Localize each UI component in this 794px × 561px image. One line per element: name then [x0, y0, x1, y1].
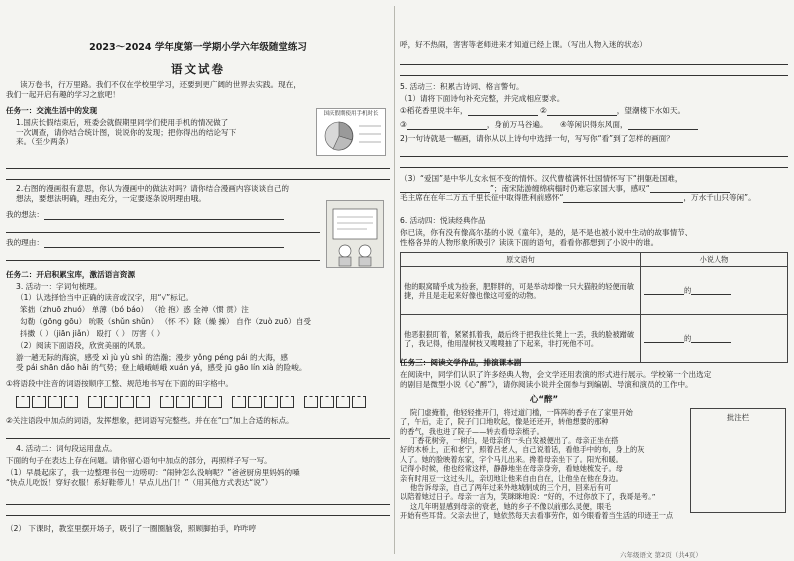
act3-q3: （3）“爱国”是中华儿女永恒不变的情怀。汉代曹植满怀壮国情怀写下“捐躯赴国难， ”；南宋陆游缠绵病榻时仍难忘家国大事，感叹“ 毛主席在在年二万五千里长征中取得胜利前感怀“ ，万水千山只等闲”。: [400, 174, 756, 203]
grid-cell[interactable]: [120, 396, 134, 408]
my-reason-input[interactable]: [44, 239, 284, 248]
blank-row: [400, 146, 788, 168]
quote-cell: 他的眼窝睛乎成为捡套，肥胖胖的，可是举动却像一只大猫般的轻便而敏捷，并且是走起来好像也像这可爱的动物。: [401, 267, 641, 315]
act4-intro: 你已读，你有没有像高尔基的小说《童年》，是的，是不是也被小说中生动的故事情节、 性格各异的人物形象所吸引？读读下面的语句，看看你都想到了小说中的谁。: [400, 228, 693, 247]
answer-line[interactable]: [6, 505, 390, 516]
page-footer: 六年级语文 第2页（共4页）: [620, 550, 702, 559]
exam-subtitle: 语文试卷: [171, 62, 225, 76]
act4-heading: 6. 活动四：悦读经典作品: [400, 216, 486, 225]
column-divider: [394, 6, 395, 554]
blank-row: [6, 222, 320, 233]
answer-line[interactable]: [6, 250, 320, 261]
table-row: [401, 267, 788, 315]
act2-q2: （2） 下课时，教室里摆开场子，吸引了一圈圈脑袋，照顾脚拍手，咋咋哼: [6, 524, 257, 533]
grid-cell[interactable]: [88, 396, 102, 408]
words-row-2: 勾勒（gōng gōu） 吮吸（shǔn shǔn） （怀 不）除（燥 操） 自作（zuò zuō）自受: [20, 317, 312, 326]
intro-paragraph: 读万卷书，行万里路。我们不仅在学校里学习，还要到更广阔的世界去实践。现在， 我们一起开启有趣的学习之旅吧！: [6, 80, 301, 99]
grid-cell[interactable]: [336, 396, 350, 408]
poem-blank[interactable]: [547, 107, 617, 116]
cartoon-image-icon: [327, 201, 383, 267]
words-row-3: 抖擞（ ）（jiān jiǎn） 殴打（ ） 厉害（ ）: [20, 329, 165, 338]
cartoon-illustration: [326, 200, 384, 268]
answer-line[interactable]: [6, 494, 390, 505]
grid-cell[interactable]: [48, 396, 62, 408]
grid-cell[interactable]: [264, 396, 278, 408]
my-reason-row: 我的理由：: [6, 238, 320, 248]
grid-cell[interactable]: [232, 396, 246, 408]
words-row-1: 笨拙（zhuō zhuó） 单薄（bó báo） （抢 抱）惑 全神（惯 贯）注: [20, 305, 249, 314]
act1-q1: （1）认选择恰当中正确的读音或汉字，用“√”标记。: [16, 293, 194, 302]
table-row: [401, 315, 788, 363]
exam-title: 2023～2024 学年度第一学期小学六年级随堂练习: [89, 42, 307, 53]
carryover-line: 呼，好不热闹，害害等老师进来才知道已经上课。（写出人物入迷的状态）: [400, 40, 647, 49]
task3-heading: 任务三：阅读文学作品，排演课本剧: [400, 358, 522, 367]
table-header-quote: 原文语句: [401, 253, 641, 267]
poem-blank[interactable]: [563, 194, 683, 203]
novel-character-table: [400, 252, 788, 363]
blank-row: [6, 250, 320, 261]
left-column: [6, 0, 390, 561]
answer-line[interactable]: [400, 54, 788, 65]
grid-cell[interactable]: [192, 396, 206, 408]
act3-q1: （1）请将下面诗句补充完整，并完成相应要求。: [400, 94, 565, 103]
blank-row: [6, 428, 390, 439]
q-order-instruction: ①将语段中注音的词语按顺序工整、规范地书写在下面的田字格中。: [6, 379, 234, 388]
story-title: 心“醉”: [529, 395, 559, 405]
poem-blank[interactable]: [628, 121, 698, 130]
my-idea-input[interactable]: [44, 211, 284, 220]
q-marks-instruction: ②关注语段中加点的词语，发挥想象，把词语写完整些。并在在“□”加上合适的标点。: [6, 416, 294, 425]
my-idea-row: 我的想法：: [6, 210, 320, 220]
act2-q1: （1）早晨起床了，我一边整理书包一边唠叨：“闹钟怎么没响呢？”爸爸厨房里妈妈的嗓 “快点儿吃饭！穿好衣服！系好鞋带儿！早点儿出门！”（用其他方式表达“说”）: [6, 468, 300, 487]
grid-cell[interactable]: [136, 396, 150, 408]
task3-intro: 在阅读中，同学们认识了许多经典人物，会文学还用表演的形式进行展示。学校第一个出选定 的剧目是微型小说《心“醉”》，请你阅读小说并全面参与到编剧、导演和演员的工作中。: [400, 370, 712, 389]
poem-blank[interactable]: [468, 107, 538, 116]
grid-cell[interactable]: [304, 396, 318, 408]
answer-line[interactable]: [6, 222, 320, 233]
answer-line[interactable]: [6, 428, 390, 439]
answer-line[interactable]: [400, 157, 788, 168]
poem-row-2: ③ ，身前万马谷遍。 ④等闲识得东风面，: [400, 120, 788, 130]
act1-q2: （2）阅读下面语段，欣赏美丽的风景。: [16, 341, 150, 350]
quote-cell: 他恶狠狠盯着，紧紧抓着我，最后终于把我往长凳上一丢，我的脸被蹭破了，我记得，他用湿树枝又嗖嗖抽了下起来，非打死他不可。: [401, 315, 641, 363]
story-text: 院门虚掩着，他轻轻推开门，将过道门槛，一阵阵的香子在了家里开始 了，午后，走了，院子门口地吹起，像是还还开，转他想要的那种 的香气，我也进了院子——转去看母亲梳子。 丁香花树旁，一树白，是母亲的一头白发被便出了。母亲正坐在搭 好的木桥上，正和老宁，照着吕老人，自己说着话，看他手中的布，身上的灰 人了。她的脸映着东家，字个马儿出来。搀着母亲坐下了。阳光和暖。 记得小时候，他也经常这样，静静地坐在母亲身旁，看她她梳发子。母 亲有时用豆一这过头儿，亲切地让他来自由自在，让他坐在他在身边。 他告诉母亲，自己了两年过来外地城制成的三个月，回来后有可 以陪着她过日子。母亲一言为，笑眯眯地说：“好的，不过你放下了，我哥是考。” 这几年明显感到母亲的衰老，她的乡子不像以前那么灵便，眼毛 开始有些耳背。父亲去世了，她依然每天去看事劳作，如今眼看着当生活的印迹王一点: [400, 408, 674, 520]
answer-line[interactable]: [400, 65, 788, 76]
answer-line[interactable]: [400, 146, 788, 157]
act3-heading: 5. 活动三：积累古诗词、格言警句。: [400, 82, 524, 91]
act2-heading: 4. 活动二：词句段运用盘点。: [16, 444, 117, 453]
blank-row: [400, 54, 788, 76]
grid-cell[interactable]: [320, 396, 334, 408]
grid-cell[interactable]: [104, 396, 118, 408]
task1-q1: 1.国庆长假结束后，班委会就假期里同学们使用手机的情况做了 一次调查，请你结合统计图，说说你的发现；把你得出的结论写下 来。（至少两条）: [16, 118, 237, 147]
act1-heading: 3. 活动一：字词句梳理。: [16, 282, 102, 291]
grid-cell[interactable]: [280, 396, 294, 408]
poem-row-1: ①稻花香里说丰年， ② ，望潮楼下水如天。: [400, 106, 686, 115]
pinyin-passage: 游一趟无际的海滨，感受 xì jù yù shì 的浩瀚；漫步 yǒng péng pái 的大海，感 受 pái shān dǎo hǎi 的气势；登上峨峨嵯峨 xuán yá，感受 jū gāo lín xià 的险峻。: [16, 353, 307, 372]
person-cell[interactable]: 的: [640, 315, 787, 363]
phone-usage-pie-chart: 国庆假期使用手机时长: [316, 108, 386, 156]
act2-intro: 下面的句子在表达上存在问题。请你留心语句中加点的部分，再照样子写一写。: [6, 456, 272, 465]
table-header-person: 小说人物: [640, 253, 787, 267]
grid-cell[interactable]: [248, 396, 262, 408]
answer-line[interactable]: [6, 169, 390, 180]
grid-cell[interactable]: [208, 396, 222, 408]
poem-blank[interactable]: [407, 121, 487, 130]
grid-cell[interactable]: [16, 396, 30, 408]
tianzige-grid: [6, 396, 390, 408]
grid-cell[interactable]: [176, 396, 190, 408]
task2-heading: 任务二：开启积累宝库，激活语言资源: [6, 270, 136, 279]
blank-row: [6, 494, 390, 516]
grid-cell[interactable]: [32, 396, 46, 408]
person-cell[interactable]: 的: [640, 267, 787, 315]
right-column: [400, 0, 788, 561]
answer-line[interactable]: [6, 158, 390, 169]
act3-q2: 2)一句诗就是一幅画，请你从以上诗句中选择一句，写写你“看”到了怎样的画面？: [400, 134, 674, 143]
task1-q2: 2.右图的漫画很有意思，你认为漫画中的做法对吗？请你结合漫画内容谈谈自己的 想法，要想法明确，理由充分，一定要逐条说明理由哦。: [16, 184, 290, 203]
task1-heading: 任务一：交流生活中的发现: [6, 106, 98, 115]
grid-cell[interactable]: [352, 396, 366, 408]
task1-answer-lines: [6, 158, 390, 180]
grid-cell[interactable]: [64, 396, 78, 408]
grid-cell[interactable]: [160, 396, 174, 408]
pie-chart-icon: [317, 118, 385, 154]
annotation-box[interactable]: 批注栏: [690, 408, 786, 513]
